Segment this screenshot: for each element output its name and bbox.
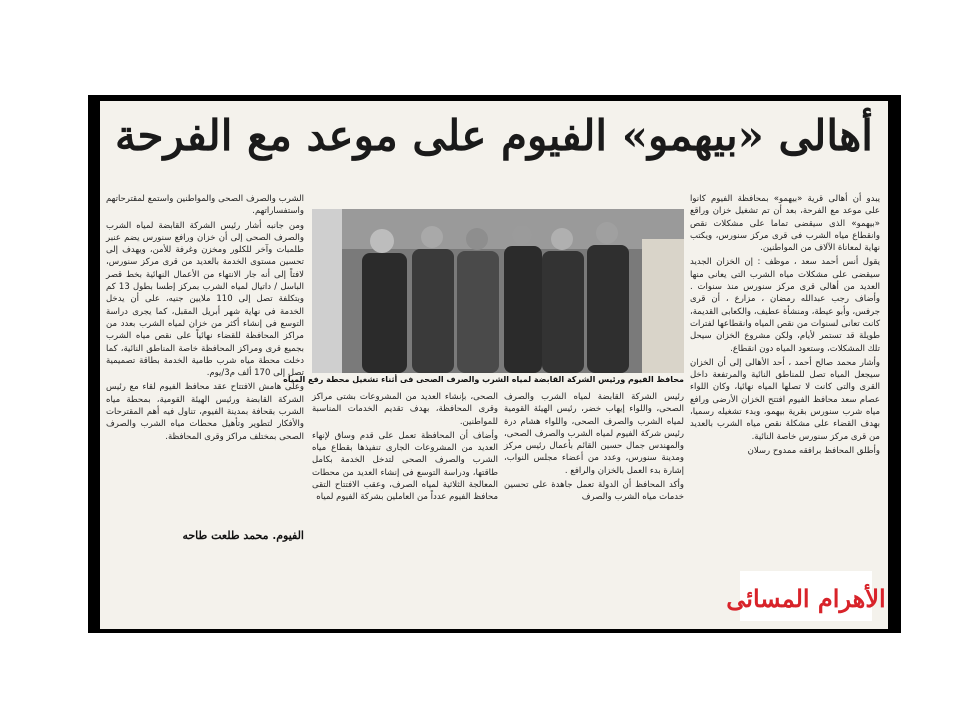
column-left bbox=[106, 193, 304, 523]
paragraph: ومن جانبه أشار رئيس الشركة القابضة لمياه الشرب والصرف الصحى إلى أن خزان ورافع سنورس يضم عنبر طلمبات وآخر للكلور ومخزن وغرفة للأمن، ويهدف إلى تحسين مستوى الخدمة بالعديد من قرى مركز سنورس، لافتاً إلى أنه جار الانتهاء من الأعمال النهائية بخط قصر الباسل / داتيال لمياه الشرب بمركز إطسا بطول 13 كم وبتكلفة تصل إلى 110 ملايين جنيه، على أن يدخل الخدمة فى نهاية شهر أبريل المقبل، كما يجرى دراسة التوسع فى إنشاء أكثر من خزان لمياه الشرب بعدد من مراكز المحافظة للقضاء نهائياً على نقص مياه الشرب بجميع قرى ومراكز المحافظة خاصة المناطق النائية، كما دخلت محطة مياه شرب طامية الخدمة بطاقة تصميمية تصل إلى 170 ألف م3/يوم. bbox=[106, 220, 305, 379]
news-photo bbox=[312, 209, 684, 373]
newspaper-clipping bbox=[100, 101, 888, 629]
paragraph: رئيس الشركة القابضة لمياه الشرب والصرف الصحى، واللواء إيهاب خضر، رئيس الهيئة القومية لمياه الشرب والصرف الصحى، واللواء هشام درة رئيس شركة الفيوم لمياه الشرب والصرف الصحى، والمهندس جمال حسين القائم بأعمال رئيس مركز ومدينة سنورس، وعدد من أعضاء مجلس النواب، إشارة بدء العمل بالخزان والرافع . bbox=[504, 392, 684, 476]
paragraph: الصحى، بإنشاء العديد من المشروعات بشتى مراكز وقرى المحافظة، بهدف تقديم الخدمات المناسبة للمواطنين. bbox=[312, 392, 498, 427]
newspaper-logo bbox=[726, 571, 886, 621]
paragraph: الشرب والصرف الصحى والمواطنين واستمع لمقترحاتهم واستفساراتهم. bbox=[106, 194, 304, 217]
paragraph: وعلى هامش الافتتاح عقد محافظ الفيوم لقاء مع رئيس الشركة القابضة ورئيس الهيئة القومية، بمحطة مياه الشرب بقحافة بمدينة الفيوم، تناول فيه أهم المقترحات والأفكار لتطوير وتأهيل محطات مياه الشرب والصرف الصحى بمختلف مراكز وقرى المحافظة. bbox=[106, 382, 304, 442]
headline: أهالى «بيهمو» الفيوم على موعد مع الفرحة bbox=[115, 111, 873, 160]
column-middle-right bbox=[504, 391, 684, 561]
paragraph: يبدو أن أهالى قرية «بيهمو» بمحافظة الفيوم كانوا على موعد مع الفرحة، بعد أن تم تشغيل خزان وراقع «بيهمو» الذى سيقضى تماما على مشكلات نقص وانقطاع مياه الشرب فى قرى مركز سنورس، ويكتب نهاية لمعاناة الآلاف من المواطنين. bbox=[690, 194, 880, 254]
paragraph: وأكد المحافظ أن الدولة تعمل جاهدة على تحسين خدمات مياه الشرب والصرف bbox=[504, 480, 684, 503]
paragraph: وأطلق المحافظ برافقه ممدوح رسلان bbox=[747, 445, 880, 456]
column-right bbox=[690, 193, 880, 613]
page-frame bbox=[88, 95, 901, 633]
paragraph: وأشار محمد صالح أحمد ، أحد الأهالى إلى أن الخزان سيجعل المياه تصل للمناطق النائية والمرتفعة داخل القرى والتى كانت لا تصلها المياه نهائيا، وكان اللواء عصام سعد محافظ الفيوم افتتح الخزان الأرضى ورافع مياه شرب سنورس بقرية بيهمو، وبدء تشغيله رسميا، بهدف القضاء على مشكلة نقص مياه الشرب بالعديد من قرى مركز سنورس خاصة النائية. bbox=[690, 357, 880, 442]
byline: الفيوم. محمد طلعت طاحه bbox=[182, 529, 304, 542]
paragraph: وأضاف أن المحافظة تعمل على قدم وساق لإنهاء العديد من المشروعات الجارى تنفيذها بقطاع مياه الشرب والصرف الصحى لتدخل الخدمة بكامل طاقتها، ودراسة التوسع فى إنشاء العديد من محطات المعالجة الثلاثية لمياه الصرف، وعقب الافتتاح التقى محافظ الفيوم عدداً من العاملين بشركة الفيوم لمياه bbox=[312, 430, 498, 503]
officials-photo-illustration bbox=[312, 209, 684, 373]
paragraph: يقول أنس أحمد سعد ، موظف : إن الخزان الجديد سيقضى على مشكلات مياه الشرب التى يعانى منها العديد من أهالى قرى مركز سنورس منذ سنوات . وأضاف رجب عبدالله رمضان ، مزارع ، أن قرى جرفس، وأبو عيطة، ومنشأة عطيف، والكعابى القديمة، كانت تعانى لسنوات من نقص المياه وانقطاعها لفترات طويلة قد تستمر لأيام، ولكن مشروع الخزان سيحل تلك المشكلات، وستعود المياه دون انقطاع. bbox=[690, 257, 880, 354]
svg-text:الأهرام المسائى: الأهرام المسائى bbox=[726, 584, 886, 613]
photo-caption: محافظ الفيوم ورئيس الشركة القابضة لمياه الشرب والصرف الصحى فى أثناء تشغيل محطة رفع المياه bbox=[283, 375, 684, 384]
column-middle-left bbox=[312, 391, 498, 561]
